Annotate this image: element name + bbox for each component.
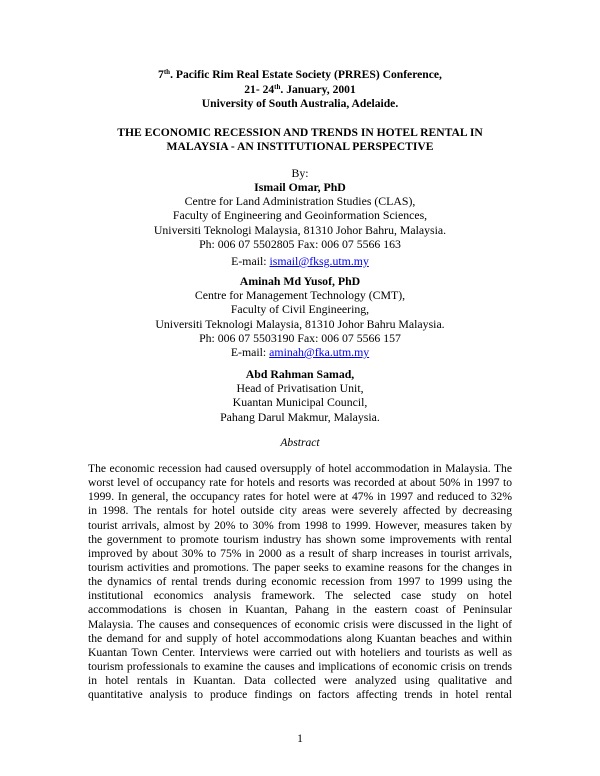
abstract-line: tourist arrivals, almost by 20% to 30% from 1998 to 1999. However, measures taken by: [88, 518, 512, 532]
conference-line-1: [60, 68, 540, 81]
abstract-line: Kuantan Town Center. Interviews were carried out with hoteliers and tourists as well as: [88, 645, 512, 659]
author-affiliation-line: Universiti Teknologi Malaysia, 81310 Johor Bahru Malaysia.: [155, 316, 445, 331]
abstract-line: tourism professionals to examine the causes and implications of economic crisis on trends: [88, 659, 512, 673]
conference-line-2: [60, 83, 540, 96]
abstract-line: in 1998. The rentals for hotel outside city areas were severely affected by decreasing: [88, 504, 512, 518]
email-link[interactable]: ismail@fksg.utm.my: [269, 254, 369, 269]
by-label: By:: [291, 166, 309, 180]
author-name: Aminah Md Yusof, PhD: [239, 274, 361, 288]
abstract-line: 1999. In general, the occupancy rates for hotel were at 47% in 1997 and reduced to 32%: [88, 490, 512, 504]
author-block-3: [60, 367, 540, 424]
author-affiliation-line: Kuantan Municipal Council,: [232, 395, 368, 410]
conference-line-3: University of South Australia, Adelaide.: [201, 97, 399, 110]
conference-dates-start: 21- 24: [244, 83, 275, 96]
abstract-line: The economic recession had caused oversupply of hotel accommodation in Malaysia. The: [88, 462, 512, 475]
author-affiliation-line: Faculty of Civil Engineering,: [230, 302, 370, 317]
paper-title-line-2: MALAYSIA - AN INSTITUTIONAL PERSPECTIVE: [166, 139, 434, 153]
author-name: Ismail Omar, PhD: [254, 180, 346, 194]
abstract-line: quantitative analysis to produce findings on factors affecting trends in hotel rental: [88, 688, 512, 702]
abstract-line: improved by about 30% to 75% in 2000 as a result of sharp increases in tourist arrivals,: [88, 546, 512, 560]
author-phone-fax: Ph: 006 07 5503190 Fax: 006 07 5566 157: [199, 330, 401, 345]
page-number: 1: [297, 732, 303, 745]
paper-title: [60, 126, 540, 153]
author-affiliation-line: Universiti Teknologi Malaysia, 81310 Johor Bahru, Malaysia.: [153, 222, 447, 237]
abstract-line: the demand for and supply of hotel accommodations along Kuantan beaches and within: [88, 631, 512, 645]
conference-edition-suffix: th: [163, 68, 171, 76]
conference-dates-rest: . January, 2001: [280, 83, 356, 96]
conference-name: . Pacific Rim Real Estate Society (PRRES) Conference,: [170, 68, 442, 81]
author-affiliation-line: Head of Privatisation Unit,: [236, 381, 364, 396]
abstract-line: Malaysia. The causes and consequences of economic crisis were discussed in the light of: [88, 617, 512, 631]
paper-title-line-1: THE ECONOMIC RECESSION AND TRENDS IN HOTEL RENTAL IN: [117, 126, 483, 139]
author-affiliation-line: Centre for Land Administration Studies (CLAS),: [184, 194, 416, 209]
author-email-line: [60, 345, 540, 359]
email-link[interactable]: aminah@fka.utm.my: [269, 345, 370, 360]
abstract-line: in hotel rentals in Kuantan. Data collected were analyzed using qualitative and: [88, 674, 512, 688]
author-phone-fax: Ph: 006 07 5502805 Fax: 006 07 5566 163: [199, 236, 401, 251]
abstract-heading: Abstract: [280, 436, 320, 449]
author-block-2: [60, 274, 540, 359]
author-name: Abd Rahman Samad,: [245, 367, 355, 381]
conference-edition: 7: [158, 68, 164, 81]
abstract-line: tourism activities and promotions. The paper seeks to examine reasons for the changes in: [88, 560, 512, 574]
abstract-line: the dynamics of rental trends during economic recession from 1997 to 1999 using the: [88, 575, 512, 589]
abstract-body: [88, 462, 512, 702]
author-affiliation-line: Pahang Darul Makmur, Malaysia.: [220, 409, 380, 424]
email-label: E-mail:: [230, 345, 270, 360]
author-email-line: [60, 254, 540, 268]
abstract-line: the government to promote tourism industry has shown some improvements with rental: [88, 532, 512, 546]
abstract-line: accommodations is chosen in Kuantan, Pahang in the eastern coast of Peninsular: [88, 603, 512, 617]
abstract-line: worst level of occupancy rate for hotels and resorts was recorded at about 50% in 1997 to: [88, 476, 512, 490]
author-block-1: [60, 180, 540, 268]
author-affiliation-line: Faculty of Engineering and Geoinformation Sciences,: [172, 208, 428, 223]
conference-dates-suffix: th: [274, 83, 281, 91]
email-label: E-mail:: [231, 254, 270, 269]
abstract-line: institutional economics analysis framework. The selected case study on hotel: [88, 589, 512, 603]
author-affiliation-line: Centre for Management Technology (CMT),: [194, 288, 406, 303]
